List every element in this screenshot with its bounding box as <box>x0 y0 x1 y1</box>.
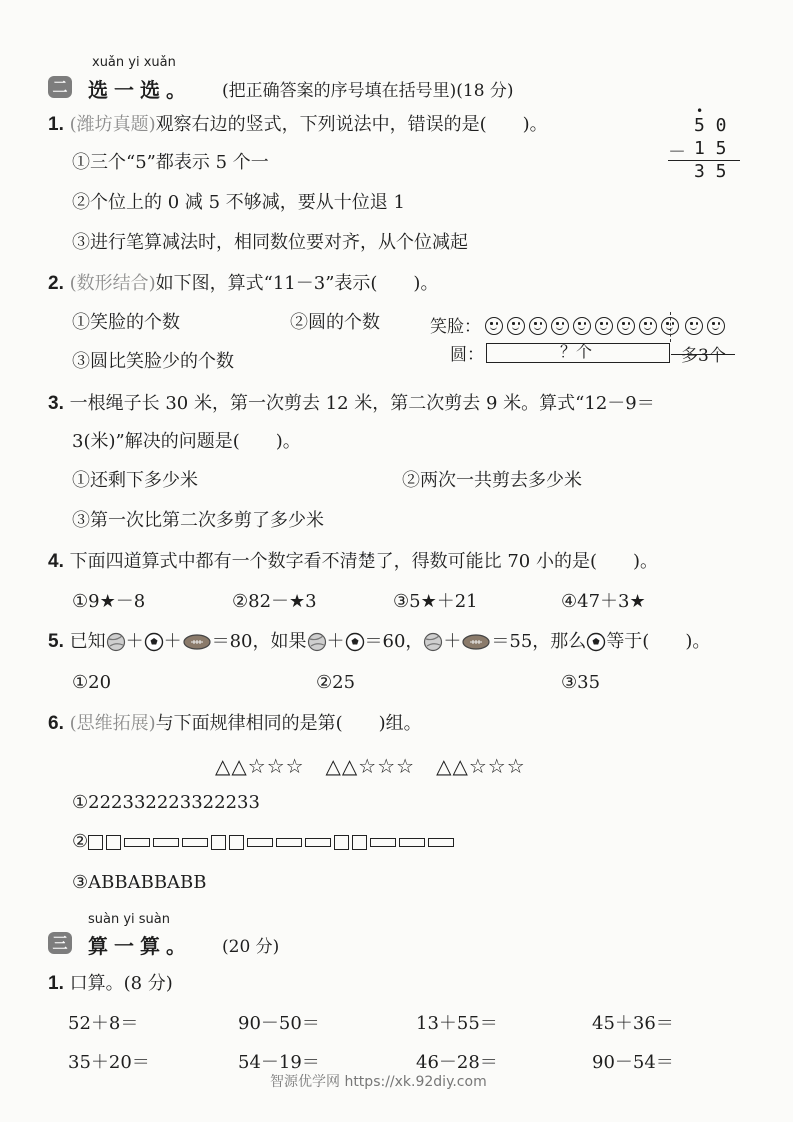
q1-option-2: ②个位上的 0 减 5 不够减，要从十位退 1 <box>72 192 405 213</box>
q4-stem <box>48 550 658 574</box>
q1-number: 1. <box>48 114 64 135</box>
q3-option-3: ③第一次比第二次多剪了多少米 <box>72 510 324 531</box>
section3-pinyin: suàn yi suàn <box>88 912 171 927</box>
plus-sign: ＋ <box>125 631 144 652</box>
smiley-face-icon <box>551 317 569 335</box>
q3-option-2: ②两次一共剪去多少米 <box>402 470 582 491</box>
q5-option-2: ②25 <box>316 672 356 693</box>
q1-minuend: 5 0 <box>694 115 727 136</box>
volleyball-icon <box>106 632 126 652</box>
q1-difference: 3 5 <box>694 161 727 182</box>
calc-item: 52＋8＝ <box>68 1013 139 1034</box>
more-label: 多3个 <box>681 346 726 366</box>
q1-tag: (潍坊真题) <box>69 114 156 135</box>
plus-sign: ＋ <box>326 631 345 652</box>
q5-text-4: ＝55，那么 <box>491 631 587 652</box>
plus-sign: ＋ <box>443 631 462 652</box>
q4-option-2: ②82－★3 <box>232 591 317 612</box>
q6-option-3: ③ABBABBABB <box>72 872 207 893</box>
q4-option-1: ①9★－8 <box>72 591 146 612</box>
section2-subtitle: (把正确答案的序号填在括号里)(18 分) <box>222 81 514 101</box>
q2-option-2: ②圆的个数 <box>290 312 380 333</box>
q1-option-3: ③进行笔算减法时，相同数位要对齐，从个位减起 <box>72 232 468 253</box>
rectangle-shape <box>182 838 208 847</box>
section2-title: 选一选。 <box>88 78 192 102</box>
square-shape <box>106 835 121 850</box>
q5-stem <box>48 630 710 654</box>
square-shape <box>211 835 226 850</box>
q6-text: 与下面规律相同的是第( )组。 <box>155 713 422 734</box>
rugby-ball-icon <box>182 633 212 651</box>
q6-tag: (思维拓展) <box>69 713 156 734</box>
q6-pattern: △△☆☆☆ △△☆☆☆ △△☆☆☆ <box>215 754 526 778</box>
q5-text-3: ＝60， <box>364 631 424 652</box>
q2-option-3: ③圆比笑脸少的个数 <box>72 351 234 372</box>
q4-text: 下面四道算式中都有一个数字看不清楚了，得数可能比 70 小的是( )。 <box>69 551 658 572</box>
shape-sequence <box>88 831 457 852</box>
volleyball-icon <box>423 632 443 652</box>
smiley-face-icon <box>529 317 547 335</box>
section3-subtitle: (20 分) <box>222 937 280 957</box>
smiley-face-icon <box>573 317 591 335</box>
q5-text-5: 等于( )。 <box>606 631 711 652</box>
q5-text-2: ＝80，如果 <box>211 631 307 652</box>
smiley-face-icon <box>639 317 657 335</box>
calc-number: 1. <box>48 973 64 994</box>
q2-number: 2. <box>48 273 64 294</box>
q6-option-1: ①222332223322233 <box>72 792 260 813</box>
q5-option-1: ①20 <box>72 672 112 693</box>
soccer-ball-icon <box>586 632 606 652</box>
smile-label: 笑脸： <box>430 317 481 337</box>
q4-option-4: ④47＋3★ <box>561 591 646 612</box>
q2-text: 如下图，算式“11－3”表示( )。 <box>155 273 439 294</box>
smile-row <box>485 315 729 339</box>
calc-item: 46－28＝ <box>416 1052 498 1073</box>
rectangle-shape <box>428 838 454 847</box>
smiley-face-icon <box>617 317 635 335</box>
calc-item: 54－19＝ <box>238 1052 320 1073</box>
q2-stem <box>48 272 438 296</box>
q6-number: 6. <box>48 713 64 734</box>
smiley-face-icon <box>685 317 703 335</box>
square-shape <box>229 835 244 850</box>
q3-number: 3. <box>48 393 64 414</box>
section3-title: 算一算。 <box>88 934 192 958</box>
rugby-ball-icon <box>461 633 491 651</box>
plus-sign: ＋ <box>163 631 182 652</box>
q4-option-3: ③5★＋21 <box>393 591 478 612</box>
rectangle-shape <box>399 838 425 847</box>
section2-pinyin: xuǎn yi xuǎn <box>92 55 176 70</box>
smiley-face-icon <box>595 317 613 335</box>
q1-option-1: ①三个“5”都表示 5 个一 <box>72 152 269 173</box>
smiley-face-icon <box>485 317 503 335</box>
q6-stem <box>48 712 422 736</box>
square-shape <box>334 835 349 850</box>
q1-minus-sign: － <box>668 142 686 163</box>
section3-badge: 三 <box>48 932 72 954</box>
calc-item: 45＋36＝ <box>592 1013 674 1034</box>
q3-option-1: ①还剩下多少米 <box>72 470 198 491</box>
q3-stem-line1 <box>48 392 655 416</box>
q5-number: 5. <box>48 631 64 652</box>
q1-stem <box>48 113 548 137</box>
calc-stem <box>48 972 173 996</box>
soccer-ball-icon <box>144 632 164 652</box>
calc-item: 13＋55＝ <box>416 1013 498 1034</box>
watermark: 智源优学网 https://xk.92diy.com <box>270 1074 487 1090</box>
smiley-face-icon <box>507 317 525 335</box>
calc-item: 90－54＝ <box>592 1052 674 1073</box>
soccer-ball-icon <box>345 632 365 652</box>
q1-subtrahend: 1 5 <box>694 138 727 159</box>
q5-text-1: 已知 <box>69 631 106 652</box>
q2-tag: (数形结合) <box>69 273 156 294</box>
q1-text: 观察右边的竖式，下列说法中，错误的是( )。 <box>155 114 548 135</box>
volleyball-icon <box>307 632 327 652</box>
circle-label: 圆： <box>450 345 484 365</box>
q1-borrow-dot: • <box>696 104 704 118</box>
q3-stem-line2: 3(米)”解决的问题是( )。 <box>72 431 301 452</box>
calc-item: 90－50＝ <box>238 1013 320 1034</box>
rectangle-shape <box>276 838 302 847</box>
q3-text-1: 一根绳子长 30 米，第一次剪去 12 米，第二次剪去 9 米。算式“12－9＝ <box>69 393 655 414</box>
section2-badge: 二 <box>48 76 72 98</box>
calc-text: 口算。(8 分) <box>69 973 173 994</box>
calc-item: 35＋20＝ <box>68 1052 150 1073</box>
circle-unknown: ？个 <box>560 342 593 361</box>
rectangle-shape <box>124 838 150 847</box>
rectangle-shape <box>247 838 273 847</box>
q4-number: 4. <box>48 551 64 572</box>
square-shape <box>88 835 103 850</box>
rectangle-shape <box>305 838 331 847</box>
square-shape <box>352 835 367 850</box>
smiley-face-icon <box>707 317 725 335</box>
smile-divider <box>670 312 671 342</box>
q2-option-1: ①笑脸的个数 <box>72 312 180 333</box>
q6-option-2-label: ② <box>72 831 89 852</box>
rectangle-shape <box>370 838 396 847</box>
q6-option-2 <box>72 830 457 854</box>
q5-option-3: ③35 <box>561 672 601 693</box>
rectangle-shape <box>153 838 179 847</box>
